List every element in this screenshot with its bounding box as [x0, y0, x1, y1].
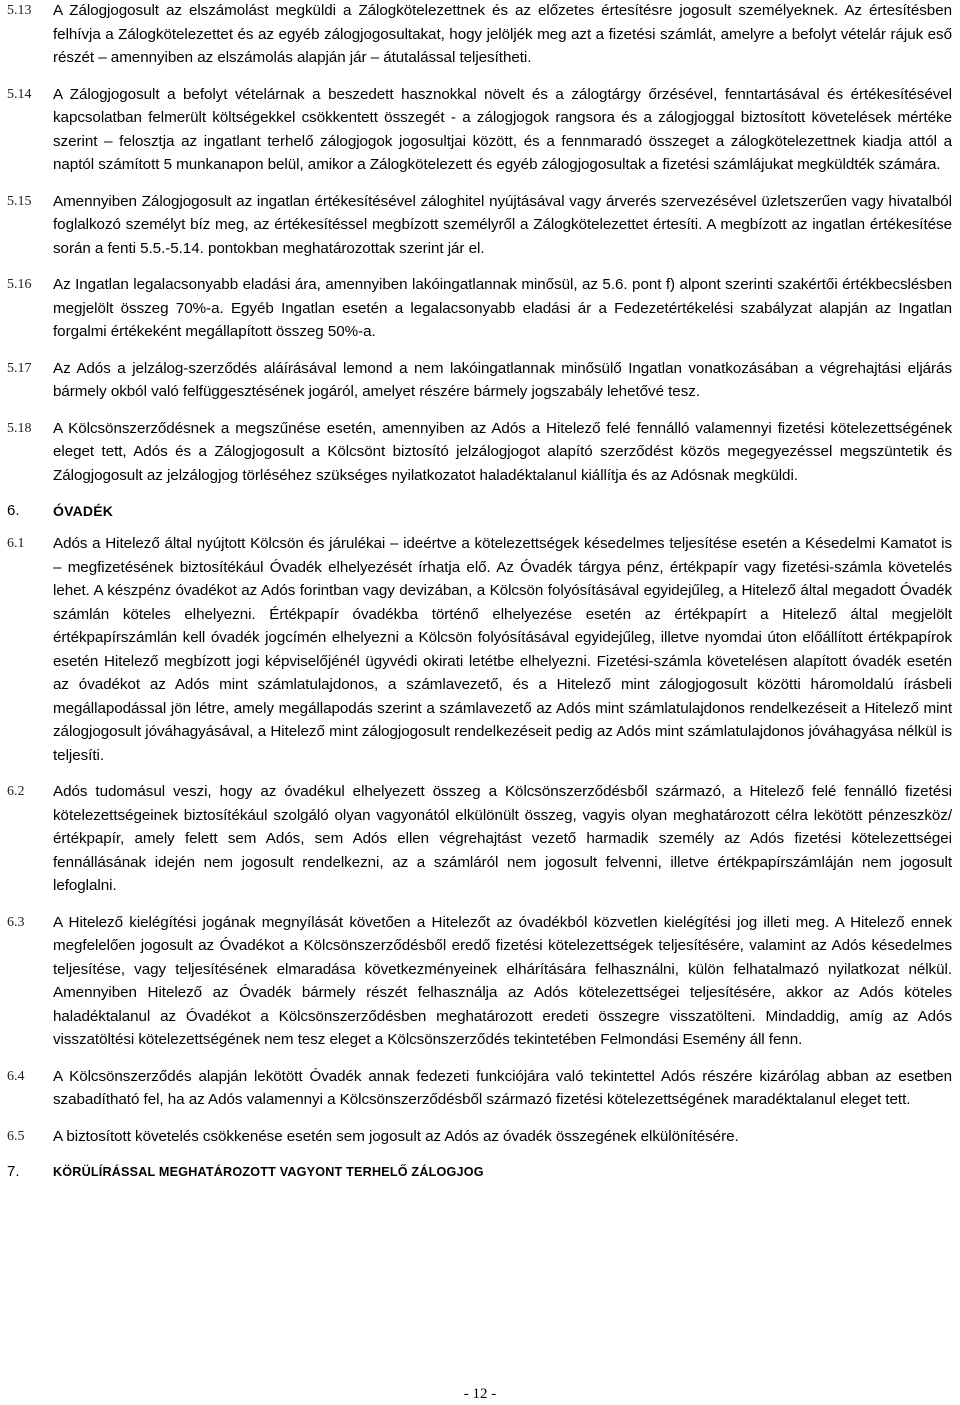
clause-text: Amennyiben Zálogjogosult az ingatlan értékesítésével záloghitel nyújtásával vagy árverés szervezésével üzletszerűen vagy hivatalból foglalkozó személyt bíz meg, az értékesítéssel megbízott személyről a Zálogkötelezettet értesíti. A megbízott az ingatlan értékesítése során a fenti 5.5.-5.14. pontokban meghatározottak szerint jár el. [53, 192, 952, 257]
clause-number: 5.17 [7, 360, 32, 376]
clause-6-2 [7, 780, 952, 898]
clause-number: 5.18 [7, 420, 32, 436]
clause-text: A Kölcsönszerződésnek a megszűnése esetén, amennyiben az Adós a Hitelező felé fennálló valamennyi fizetési kötelezettségének eleget tett, Adós és a Zálogjogosult a Kölcsönt biztosító jelzálogjogot alapító szerződést közös megegyezéssel megszüntetik és Zálogjogosult az jelzálogjog törléséhez szükséges nyilatkozatot haladéktalanul kiállítja és az Adósnak megküldi. [53, 419, 952, 484]
clause-number: 5.16 [7, 277, 32, 292]
section-heading-7 [7, 1161, 960, 1183]
clause-5-15 [7, 190, 952, 261]
section-number: 6. [7, 502, 20, 519]
page-number: - 12 - [463, 1386, 497, 1402]
section-heading-6 [7, 500, 960, 522]
clause-text: Adós a Hitelező által nyújtott Kölcsön és járulékai – ideértve a kötelezettségek késedelmes teljesítése esetén a Késedelmi Kamatot is – megfizetésének biztosítékául Óvadék elhelyezését írhatja elő. Az Óvadék tárgya pénz, értékpapír vagy fizetési-számla követelés lehet. A készpénz óvadékot az Adós forintban vagy devizában, a Kölcsön folyósításával egyidejűleg, a Hitelező által megadott Óvadék számlán köteles elhelyezni. Értékpapír óvadékba történő elhelyezése esetén az értékpapírt a Hitelező által megjelölt értékpapírszámlán kell óvadék jogcímén elhelyezni a Kölcsön folyósításával egyidejűleg, illetve nyomdai úton előállított értékpapírok esetén Hitelező megbízott jogi képviselőjénél ügyvédi okirati letétbe elhelyezni. Fizetési-számla követelésen alapított óvadék esetén az óvadékot az Adós mint számlatulajdonos, a számlavezető, és a Hitelező mint zálogjogosult közötti háromoldalú írásbeli megállapodással jön létre, amely megállapodás szerint a számlavezető az Adós mint számlatulajdonos rendelkezéseit a Hitelező mint zálogjogosult jóváhagyásával, a Hitelező mint zálogjogosult rendelkezéseit pedig az Adós mint számlatulajdonos jóváhagyása nélkül is teljesíti. [53, 535, 952, 764]
clause-number: 6.5 [7, 1128, 25, 1144]
clause-6-4 [7, 1065, 952, 1112]
section-title: KÖRÜLÍRÁSSAL MEGHATÁROZOTT VAGYONT TERHELŐ ZÁLOGJOG [53, 1165, 484, 1179]
clause-number: 5.13 [7, 3, 32, 18]
clause-text: A Zálogjogosult a befolyt vételárnak a beszedett hasznokkal növelt és a zálogtárgy őrzésével, fenntartásával és értékesítésével kapcsolatban felmerült költségekkel csökkentett összegét - a zálogjogok rangsora és a zálogjoggal biztosított követelések mértéke szerint – felosztja az ingatlant terhelő zálogjogok jogosultjai között, és a fennmaradó összeget a zálogkötelezettnek kiadja attól a naptól számított 5 munkanapon belül, amikor a Zálogkötelezett és egyéb zálogjogosultak a fizetési számlájukat megküldték számára. [53, 85, 952, 173]
clause-text: A Zálogjogosult az elszámolást megküldi a Zálogkötelezettnek és az előzetes értesítésre jogosult személyeknek. Az értesítésben felhívja a Zálogkötelezettet és az egyéb zálogjogosultakat, hogy jelöljék meg azt a fizetési számlát, amelyre a befolyt vételár rájuk eső részét – amennyiben az elszámolás alapján jár – átutalással teljesítheti. [53, 2, 952, 66]
clause-text: A biztosított követelés csökkenése esetén sem jogosult az Adós az óvadék összegének elkülönítésére. [53, 1127, 739, 1145]
clause-number: 5.14 [7, 86, 32, 102]
clause-6-3 [7, 911, 952, 1052]
clause-number: 5.15 [7, 193, 32, 209]
clause-text: Az Ingatlan legalacsonyabb eladási ára, amennyiben lakóingatlannak minősül, az 5.6. pont f) alpont szerinti szakértői értékbecslésben megjelölt összeg 70%-a. Egyéb Ingatlan esetén a legalacsonyabb eladási ár a Fedezetértékelési szabályzat alapján az Ingatlan forgalmi értékeként megállapított összeg 50%-a. [53, 276, 952, 340]
clause-text: A Hitelező kielégítési jogának megnyílását követően a Hitelezőt az óvadékból közvetlen kielégítési jog illeti meg. A Hitelező ennek megfelelően jogosult az Óvadékot a Kölcsönszerződésből eredő fizetési kötelezettségek teljesítésére, valamint az Adós késedelmes teljesítése, vagy teljesítésének elmaradása következményeinek elhárítására felhasználni, külön felhatalmazó nyilatkozat nélkül. Amennyiben Hitelező az Óvadék bármely részét felhasználja az Adós kötelezettségei teljesítésére, akkor az Adós köteles haladéktalanul az Óvadékot a Kölcsönszerződésben meghatározott eredeti összegre visszatölteni. Mindaddig, amíg az Adós visszatöltési kötelezettségének nem tesz eleget a Kölcsönszerződés tekintetében Felmondási Esemény áll fenn. [53, 913, 952, 1048]
section-number: 7. [7, 1163, 20, 1180]
clause-number: 6.4 [7, 1068, 25, 1084]
clause-6-1 [7, 532, 952, 767]
section-title: ÓVADÉK [53, 503, 114, 519]
clause-5-17 [7, 357, 952, 404]
clause-number: 6.1 [7, 536, 25, 551]
clause-5-16 [7, 273, 952, 344]
clause-5-13 [7, 0, 952, 70]
clause-number: 6.2 [7, 784, 25, 799]
clause-5-18 [7, 417, 952, 488]
clause-text: A Kölcsönszerződés alapján lekötött Óvadék annak fedezeti funkciójára való tekintettel Adós részére kizárólag abban az esetben szabadítható fel, ha az Adós valamennyi a Kölcsönszerződésből származó fizetési kötelezettségének maradéktalanul eleget tett. [53, 1067, 952, 1108]
clause-number: 6.3 [7, 914, 25, 930]
clause-text: Adós tudomásul veszi, hogy az óvadékul elhelyezett összeg a Kölcsönszerződésből származó, a Hitelező felé fennálló fizetési kötelezettségeinek biztosítékául szolgáló olyan vagyonától elkülönült összeg, vagyis olyan meghatározott célra lekötött pénzeszköz/értékpapír, amely felett sem Adós, sem Adós ellen végrehajtást vezető harmadik személy az Adós fizetési kötelezettségei fennállásának idején nem jogosult rendelkezni, az a számláról nem jogosult felvenni, illetve értékpapírszámláján nem jogosult lefoglalni. [53, 783, 952, 894]
clause-5-14 [7, 83, 952, 177]
clause-text: Az Adós a jelzálog-szerződés aláírásával lemond a nem lakóingatlannak minősülő Ingatlan vonatkozásában a végrehajtási eljárás bármely okból való felfüggesztésének jogáról, amelyet részére bármely jogszabály lehetővé tesz. [53, 359, 952, 400]
clause-6-5 [7, 1125, 952, 1149]
